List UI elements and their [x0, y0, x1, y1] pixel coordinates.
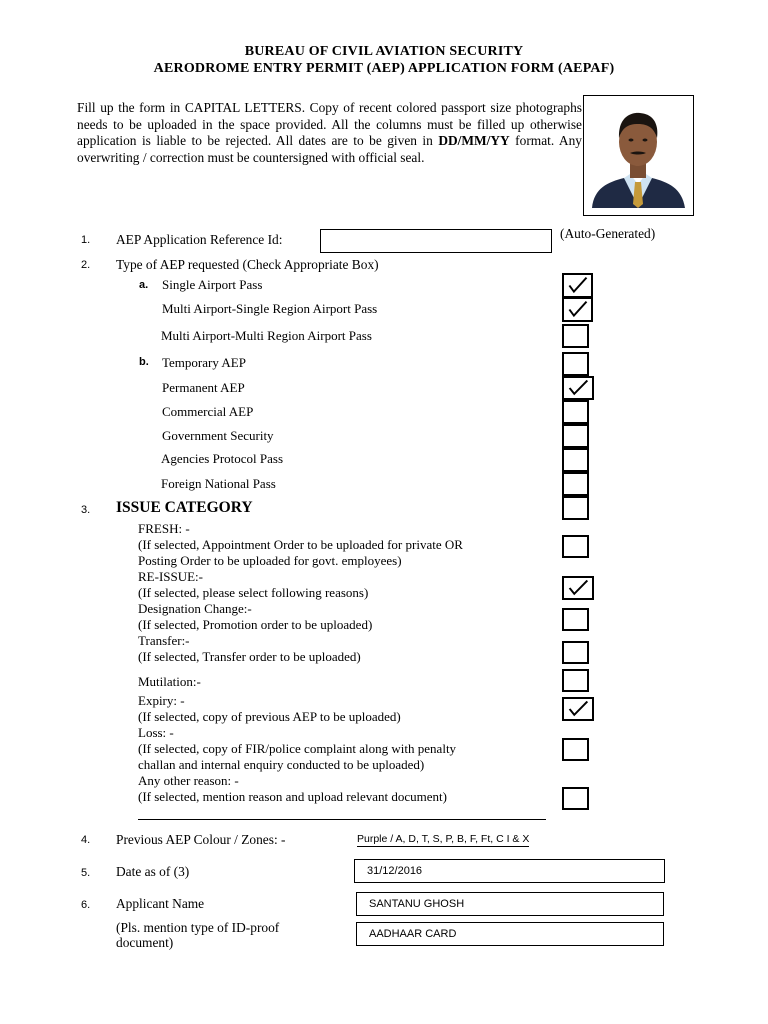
instructions-text-2: format. Any overwriting / correction must be countersigned with official seal.: [77, 133, 582, 165]
other-note: (If selected, mention reason and upload relevant document): [138, 789, 447, 804]
reissue-title: RE-ISSUE:-: [138, 569, 203, 584]
reference-id-input[interactable]: [320, 229, 552, 253]
fresh-title: FRESH: -: [138, 521, 190, 536]
checkbox-reissue[interactable]: [562, 576, 594, 600]
checkbox-foreign-national[interactable]: [562, 472, 589, 496]
checkbox-fresh[interactable]: [562, 535, 589, 558]
checkbox-temporary-aep[interactable]: [562, 352, 589, 376]
option-label: Multi Airport-Multi Region Airport Pass: [161, 328, 372, 343]
option-label: Permanent AEP: [162, 380, 245, 395]
option-label: Multi Airport-Single Region Airport Pass: [162, 301, 378, 316]
id-proof-label-line: (Pls. mention type of ID-proof: [116, 920, 280, 935]
auto-generated-note: (Auto-Generated): [560, 226, 656, 241]
checkmark-icon: [564, 275, 591, 296]
checkmark-icon: [564, 299, 591, 320]
date-format: DD/MM/YY: [438, 133, 510, 148]
checkbox-issue-category[interactable]: [562, 496, 589, 520]
checkbox-expiry[interactable]: [562, 697, 594, 721]
expiry-option: [138, 693, 456, 805]
checkbox-single-airport[interactable]: [562, 273, 593, 298]
checkmark-icon: [564, 378, 592, 398]
portrait-image: [584, 96, 693, 215]
checkmark-icon: [564, 578, 592, 598]
fresh-note: (If selected, Appointment Order to be uploaded for private OR: [138, 537, 463, 552]
instructions-paragraph: [77, 100, 582, 166]
option-label: Foreign National Pass: [161, 476, 276, 491]
checkbox-commercial-aep[interactable]: [562, 400, 589, 424]
checkbox-multi-single-region[interactable]: [562, 297, 593, 322]
transfer-title: Transfer:-: [138, 633, 190, 648]
designation-note: (If selected, Promotion order to be uploaded): [138, 617, 373, 632]
section-3-number: 3.: [81, 504, 91, 516]
option-label: Agencies Protocol Pass: [161, 451, 284, 466]
applicant-name-label: Applicant Name: [116, 896, 205, 911]
aep-type-label: Type of AEP requested (Check Appropriate Box): [116, 257, 379, 272]
section-4-number: 4.: [81, 834, 91, 846]
instructions-text-1: Fill up the form in CAPITAL LETTERS. Copy of recent colored passport size photographs needs to be uploaded in the space provided. All the columns must be filled up otherwise application is liable to be rejected. All dates are to be given in: [77, 100, 582, 148]
section-1-number: 1.: [81, 234, 91, 246]
id-proof-label: [116, 920, 279, 950]
transfer-note: (If selected, Transfer order to be uploaded): [138, 649, 361, 664]
option-label: Temporary AEP: [162, 355, 246, 370]
previous-aep-label: Previous AEP Colour / Zones: -: [116, 832, 286, 847]
checkbox-mutilation[interactable]: [562, 669, 589, 692]
checkbox-permanent-aep[interactable]: [562, 376, 594, 400]
loss-note: (If selected, copy of FIR/police complaint along with penalty: [138, 741, 457, 756]
subsection-a-letter: a.: [139, 279, 149, 291]
reference-id-label: AEP Application Reference Id:: [116, 232, 283, 247]
fresh-option: [138, 521, 463, 665]
date-as-of-input[interactable]: 31/12/2016: [354, 859, 665, 883]
id-proof-label-line: document): [116, 935, 174, 950]
section-2-number: 2.: [81, 259, 91, 271]
fresh-note: Posting Order to be uploaded for govt. employees): [138, 553, 402, 568]
other-title: Any other reason: -: [138, 773, 239, 788]
form-title-line2: AERODROME ENTRY PERMIT (AEP) APPLICATION FORM (AEPAF): [153, 61, 615, 76]
mutilation-title: Mutilation:-: [138, 674, 201, 689]
option-label: Single Airport Pass: [162, 277, 263, 292]
subsection-b-letter: b.: [139, 356, 149, 368]
loss-title: Loss: -: [138, 725, 174, 740]
checkbox-protocol-pass[interactable]: [562, 448, 589, 472]
other-reason-line[interactable]: [138, 818, 546, 820]
applicant-name-input[interactable]: SANTANU GHOSH: [356, 892, 664, 916]
checkbox-other-reason[interactable]: [562, 787, 589, 810]
expiry-title: Expiry: -: [138, 693, 185, 708]
checkbox-government-security[interactable]: [562, 424, 589, 448]
checkbox-transfer[interactable]: [562, 641, 589, 664]
id-proof-input[interactable]: AADHAAR CARD: [356, 922, 664, 946]
expiry-note: (If selected, copy of previous AEP to be uploaded): [138, 709, 401, 724]
option-label: Commercial AEP: [162, 404, 254, 419]
checkbox-loss[interactable]: [562, 738, 589, 761]
checkbox-designation-change[interactable]: [562, 608, 589, 631]
form-title-line1: BUREAU OF CIVIL AVIATION SECURITY: [244, 44, 524, 59]
loss-note: challan and internal enquiry conducted to be uploaded): [138, 757, 425, 772]
designation-title: Designation Change:-: [138, 601, 252, 616]
previous-aep-value[interactable]: Purple / A, D, T, S, P, B, F, Ft, C I & X: [357, 833, 530, 845]
checkbox-multi-multi-region[interactable]: [562, 324, 589, 348]
option-label: Government Security: [162, 428, 274, 443]
reissue-note: (If selected, please select following reasons): [138, 585, 369, 600]
checkmark-icon: [564, 699, 592, 719]
date-as-of-label: Date as of (3): [116, 864, 190, 879]
section-6-number: 6.: [81, 899, 91, 911]
applicant-photo[interactable]: [583, 95, 694, 216]
section-5-number: 5.: [81, 867, 91, 879]
issue-category-heading: ISSUE CATEGORY: [116, 499, 253, 516]
